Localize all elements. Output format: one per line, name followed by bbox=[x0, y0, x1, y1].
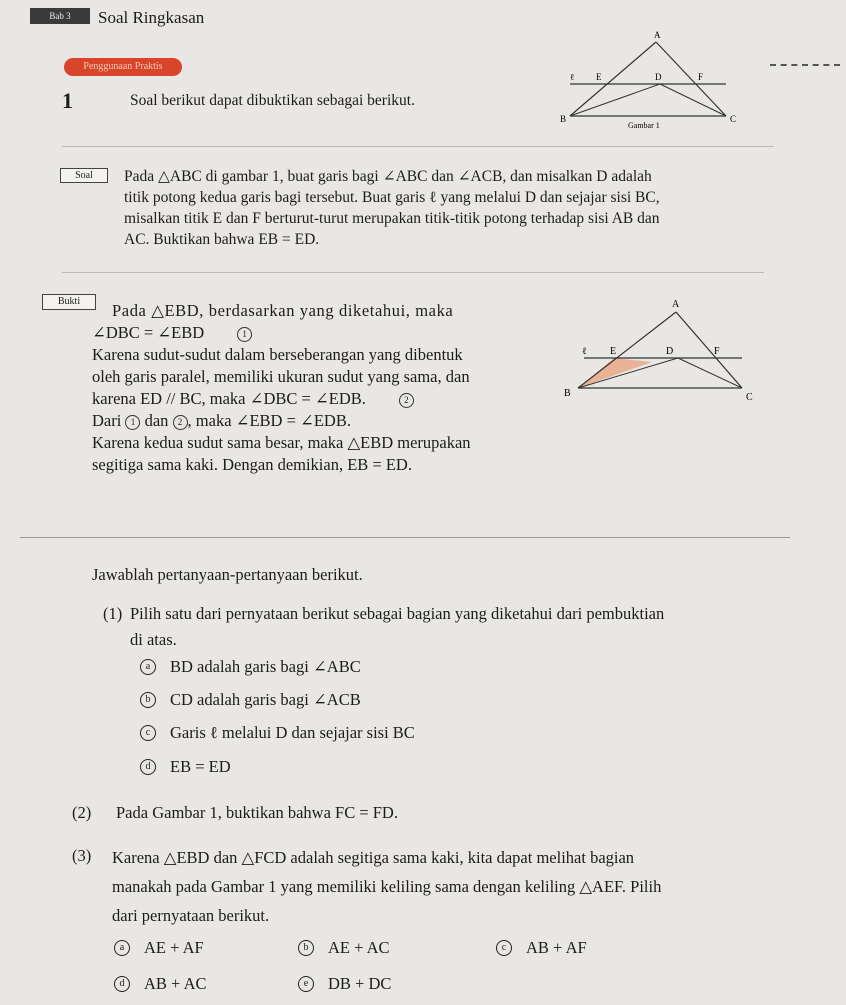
q1-option-d[interactable] bbox=[140, 757, 231, 777]
figure-1 bbox=[548, 28, 748, 136]
q3-line: manakah pada Gambar 1 yang memiliki keliling sama dengan keliling △AEF. Pilih bbox=[112, 877, 662, 896]
shaded-triangle bbox=[578, 358, 652, 388]
option-text: BD adalah garis bagi ∠ABC bbox=[170, 657, 361, 676]
bisector-b bbox=[570, 84, 660, 116]
mark-2: 2 bbox=[399, 393, 414, 408]
bukti-label: Bukti bbox=[42, 294, 96, 310]
mark-1-ref: 1 bbox=[125, 415, 140, 430]
option-mark: b bbox=[140, 692, 156, 708]
option-text: AB + AC bbox=[144, 974, 207, 993]
side-ac bbox=[676, 312, 742, 388]
figure-2 bbox=[556, 296, 766, 408]
option-mark: b bbox=[298, 940, 314, 956]
bukti-line: oleh garis paralel, memiliki ukuran sudut yang sama, dan bbox=[92, 367, 470, 386]
bukti-conclusion: , maka ∠EBD = ∠EDB. bbox=[187, 411, 351, 430]
q3-line: dari pernyataan berikut. bbox=[112, 906, 270, 925]
bukti-parallel: karena ED // BC, maka ∠DBC = ∠EDB. bbox=[92, 389, 366, 408]
divider-3 bbox=[20, 537, 790, 538]
label-e: E bbox=[596, 72, 602, 82]
option-mark: a bbox=[114, 940, 130, 956]
q3-option-a[interactable] bbox=[114, 938, 204, 958]
bukti-dan: dan bbox=[144, 411, 169, 430]
q1-line: Pilih satu dari pernyataan berikut sebagai bagian yang diketahui dari pembuktian bbox=[130, 604, 665, 623]
problem-intro: Soal berikut dapat dibuktikan sebagai berikut. bbox=[130, 92, 415, 109]
q3-line: Karena △EBD dan △FCD adalah segitiga sama kaki, kita dapat melihat bagian bbox=[112, 848, 635, 867]
label-f: F bbox=[714, 346, 720, 357]
label-c: C bbox=[746, 392, 753, 403]
soal-text bbox=[124, 166, 774, 250]
soal-line: misalkan titik E dan F berturut-turut merupakan titik-titik potong terhadap sisi AB dan bbox=[124, 210, 660, 227]
q3-number: (3) bbox=[72, 846, 92, 865]
q2-text: Pada Gambar 1, buktikan bahwa FC = FD. bbox=[116, 803, 398, 822]
soal-label: Soal bbox=[60, 168, 108, 183]
bukti-line: Karena sudut-sudut dalam berseberangan yang dibentuk bbox=[92, 345, 463, 364]
label-e: E bbox=[610, 346, 617, 357]
option-text: AE + AC bbox=[328, 938, 390, 957]
side-ab bbox=[578, 312, 676, 388]
q1-text bbox=[130, 601, 820, 653]
chapter-tag: Bab 3 bbox=[30, 8, 90, 24]
option-mark: d bbox=[114, 976, 130, 992]
label-d: D bbox=[655, 72, 662, 82]
label-l: ℓ bbox=[582, 346, 587, 357]
q3-option-c[interactable] bbox=[496, 938, 587, 958]
label-b: B bbox=[560, 114, 567, 124]
option-mark: a bbox=[140, 659, 156, 675]
q1-number: (1) bbox=[103, 604, 123, 623]
bukti-dari: Dari bbox=[92, 411, 122, 430]
q2-number: (2) bbox=[72, 803, 92, 822]
bukti-text bbox=[92, 300, 548, 476]
q3-option-d[interactable] bbox=[114, 974, 207, 994]
bukti-line bbox=[92, 388, 548, 410]
practice-tag: Penggunaan Praktis bbox=[64, 58, 182, 76]
option-mark: d bbox=[140, 759, 156, 775]
page-title: Soal Ringkasan bbox=[98, 8, 205, 27]
option-text: AB + AF bbox=[526, 938, 587, 957]
option-text: Garis ℓ melalui D dan sejajar sisi BC bbox=[170, 723, 415, 742]
side-ab bbox=[570, 42, 656, 116]
option-text: EB = ED bbox=[170, 757, 231, 776]
option-text: CD adalah garis bagi ∠ACB bbox=[170, 690, 361, 709]
divider-1 bbox=[62, 146, 774, 147]
bukti-line bbox=[92, 322, 548, 344]
q3-option-b[interactable] bbox=[298, 938, 390, 958]
header-rule bbox=[770, 64, 840, 66]
bukti-line: Pada △EBD, berdasarkan yang diketahui, maka bbox=[112, 301, 454, 320]
label-c: C bbox=[730, 114, 737, 124]
option-mark: c bbox=[140, 725, 156, 741]
soal-line: Pada △ABC di gambar 1, buat garis bagi ∠ABC dan ∠ACB, dan misalkan D adalah bbox=[124, 168, 652, 185]
questions-instruction: Jawablah pertanyaan-pertanyaan berikut. bbox=[92, 565, 363, 584]
label-a: A bbox=[672, 299, 680, 310]
q1-line: di atas. bbox=[130, 630, 177, 649]
option-text: DB + DC bbox=[328, 974, 392, 993]
label-f: F bbox=[698, 72, 704, 82]
mark-2-ref: 2 bbox=[173, 415, 188, 430]
bukti-line bbox=[92, 410, 548, 432]
soal-line: AC. Buktikan bahwa EB = ED. bbox=[124, 231, 320, 248]
option-mark: c bbox=[496, 940, 512, 956]
label-b: B bbox=[564, 388, 571, 399]
label-d: D bbox=[666, 346, 674, 357]
soal-line: titik potong kedua garis bagi tersebut. Buat garis ℓ yang melalui D dan sejajar sisi BC, bbox=[124, 189, 660, 206]
label-l: ℓ bbox=[570, 72, 575, 82]
bukti-angle: ∠DBC = ∠EBD bbox=[92, 323, 205, 342]
bukti-line: segitiga sama kaki. Dengan demikian, EB = ED. bbox=[92, 455, 412, 474]
option-text: AE + AF bbox=[144, 938, 204, 957]
divider-2 bbox=[62, 272, 764, 273]
option-mark: e bbox=[298, 976, 314, 992]
q1-option-a[interactable] bbox=[140, 657, 361, 677]
bukti-line: Karena kedua sudut sama besar, maka △EBD merupakan bbox=[92, 433, 471, 452]
label-a: A bbox=[654, 30, 661, 40]
q3-text bbox=[112, 843, 832, 930]
mark-1: 1 bbox=[237, 327, 252, 342]
bisector-c bbox=[678, 358, 742, 388]
q1-option-b[interactable] bbox=[140, 690, 361, 710]
bisector-c bbox=[660, 84, 726, 116]
q1-option-c[interactable] bbox=[140, 723, 415, 743]
q3-option-e[interactable] bbox=[298, 974, 391, 994]
figure-caption: Gambar 1 bbox=[628, 121, 660, 130]
problem-number: 1 bbox=[62, 88, 73, 113]
side-ac bbox=[656, 42, 726, 116]
